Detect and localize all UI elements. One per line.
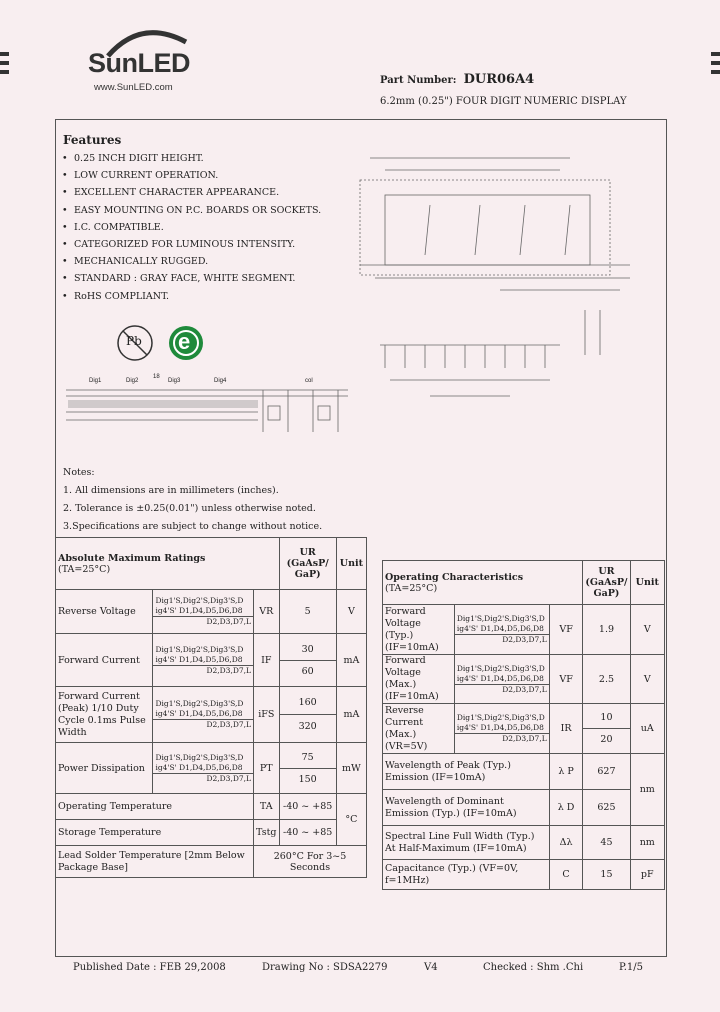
note-item: 3.Specifications are subject to change without notice. [63, 521, 323, 532]
unit: °C [336, 794, 366, 846]
digit-label: Dig4 [214, 378, 227, 384]
table-row [383, 860, 665, 890]
digit-label: Dig1 [89, 378, 102, 384]
op-unit-head: Unit [630, 561, 664, 605]
abs-header [56, 538, 280, 590]
package-dimension-drawing [330, 140, 650, 410]
unit: mA [336, 687, 366, 743]
feature-item: • EXCELLENT CHARACTER APPEARANCE. [62, 184, 321, 201]
pin-group: Dig1'S,Dig2'S,Dig3'S,D ig4'S' D1,D4,D5,D6,D8 D2,D3,D7,L [454, 605, 549, 655]
param: Lead Solder Temperature [2mm Below Package Base] [56, 846, 254, 878]
param: Reverse Current (Max.) (VR=5V) [383, 704, 455, 754]
symbol: TA [253, 794, 279, 820]
symbol: PT [253, 743, 279, 794]
table-row [383, 704, 665, 754]
pin-group: Dig1'S,Dig2'S,Dig3'S,D ig4'S' D1,D4,D5,D6,D8 D2,D3,D7,L [454, 704, 549, 754]
symbol: VR [253, 590, 279, 634]
table-row [383, 754, 665, 790]
abs-condition: (TA=25°C) [58, 563, 111, 575]
notes [63, 464, 322, 536]
feature-item: • STANDARD : GRAY FACE, WHITE SEGMENT. [62, 270, 321, 287]
op-condition: (TA=25°C) [385, 582, 438, 594]
pin-label: 18 [153, 374, 160, 380]
unit: V [336, 590, 366, 634]
note-item: 1. All dimensions are in millimeters (inches). [63, 485, 279, 496]
abs-ur-head: UR (GaAsP/ GaP) [279, 538, 336, 590]
pin-group: Dig1'S,Dig2'S,Dig3'S,D ig4'S' D1,D4,D5,D6,D8 D2,D3,D7,L [454, 655, 549, 704]
value: 30 60 [279, 634, 336, 687]
param: Operating Temperature [56, 794, 254, 820]
value: 625 [583, 790, 630, 826]
table-row [56, 820, 367, 846]
symbol: Tstg [253, 820, 279, 846]
table-row [56, 687, 367, 743]
operating-characteristics-table [382, 560, 665, 890]
checked-by: Checked : Shm .Chi [483, 962, 584, 973]
value: 2.5 [583, 655, 630, 704]
page-number: P.1/5 [619, 962, 643, 973]
param: Wavelength of Dominant Emission (Typ.) (IF=10mA) [383, 790, 550, 826]
value: 260°C For 3~5 Seconds [253, 846, 366, 878]
digit-label: Dig2 [126, 378, 139, 384]
abs-unit-head: Unit [336, 538, 366, 590]
op-header [383, 561, 583, 605]
rohs-eco-label: e [178, 329, 191, 354]
symbol: λ D [549, 790, 583, 826]
feature-item: • CATEGORIZED FOR LUMINOUS INTENSITY. [62, 236, 321, 253]
param: Forward Current (Peak) 1/10 Duty Cycle 0.1ms Pulse Width [56, 687, 153, 743]
digit-label: Dig3 [168, 378, 181, 384]
value: 160 320 [279, 687, 336, 743]
note-item: 2. Tolerance is ±0.25(0.01") unless otherwise noted. [63, 503, 316, 514]
param: Capacitance (Typ.) (VF=0V, f=1MHz) [383, 860, 550, 890]
value: -40 ~ +85 [279, 820, 336, 846]
value: 75 150 [279, 743, 336, 794]
company-logo[interactable] [86, 22, 196, 94]
pin-group: Dig1'S,Dig2'S,Dig3'S,D ig4'S' D1,D4,D5,D6,D8 D2,D3,D7,L [153, 687, 254, 743]
unit: mW [336, 743, 366, 794]
symbol: IR [549, 704, 583, 754]
op-ur-sub: (GaAsP/ GaP) [585, 577, 628, 599]
value: 627 [583, 754, 630, 790]
table-row [56, 794, 367, 820]
param: Wavelength of Peak (Typ.) Emission (IF=10mA) [383, 754, 550, 790]
unit: mA [336, 634, 366, 687]
website-link[interactable]: www.SunLED.com [94, 82, 173, 93]
unit: uA [630, 704, 664, 754]
pin-group: Dig1'S,Dig2'S,Dig3'S,D ig4'S' D1,D4,D5,D6,D8 D2,D3,D7,L [153, 590, 254, 634]
part-number [380, 72, 534, 87]
product-description: 6.2mm (0.25") FOUR DIGIT NUMERIC DISPLAY [380, 96, 627, 107]
value: 15 [583, 860, 630, 890]
feature-item: • EASY MOUNTING ON P.C. BOARDS OR SOCKETS. [62, 202, 321, 219]
part-number-label: Part Number: [380, 75, 457, 86]
pin-group: Dig1'S,Dig2'S,Dig3'S,D ig4'S' D1,D4,D5,D6,D8 D2,D3,D7,L [153, 634, 254, 687]
param: Forward Voltage (Max.) (IF=10mA) [383, 655, 455, 704]
abs-ur-sub: (GaAsP/ GaP) [286, 558, 329, 580]
table-row [383, 826, 665, 860]
table-row [383, 655, 665, 704]
param: Spectral Line Full Width (Typ.) At Half-Maximum (IF=10mA) [383, 826, 550, 860]
internal-circuit-diagram [58, 370, 358, 445]
op-title: Operating Characteristics [385, 571, 524, 583]
value: 10 20 [583, 704, 630, 754]
symbol: VF [549, 605, 583, 655]
feature-item: • 0.25 INCH DIGIT HEIGHT. [62, 150, 321, 167]
table-row [383, 605, 665, 655]
param: Forward Voltage (Typ.) (IF=10mA) [383, 605, 455, 655]
pin-group: Dig1'S,Dig2'S,Dig3'S,D ig4'S' D1,D4,D5,D6,D8 D2,D3,D7,L [153, 743, 254, 794]
param: Forward Current [56, 634, 153, 687]
feature-item: • RoHS COMPLIANT. [62, 288, 321, 305]
symbol: λ P [549, 754, 583, 790]
unit: pF [630, 860, 664, 890]
version: V4 [424, 962, 438, 973]
value: 5 [279, 590, 336, 634]
table-row [56, 634, 367, 687]
brand-name: SunLED [88, 48, 190, 78]
table-row [56, 846, 367, 878]
symbol: VF [549, 655, 583, 704]
abs-title: Absolute Maximum Ratings [58, 552, 206, 564]
lead-free-icon [115, 323, 155, 363]
table-row [56, 590, 367, 634]
unit: V [630, 605, 664, 655]
unit: V [630, 655, 664, 704]
drawing-number: Drawing No : SDSA2279 [262, 962, 388, 973]
value: 1.9 [583, 605, 630, 655]
param: Reverse Voltage [56, 590, 153, 634]
table-row [56, 743, 367, 794]
symbol: C [549, 860, 583, 890]
param: Power Dissipation [56, 743, 153, 794]
param: Storage Temperature [56, 820, 254, 846]
features-list [58, 150, 321, 305]
absolute-max-ratings-table [55, 537, 367, 878]
symbol: iFS [253, 687, 279, 743]
lead-free-label: Pb [126, 334, 142, 348]
unit: nm [630, 826, 664, 860]
published-date: Published Date : FEB 29,2008 [73, 962, 226, 973]
feature-item: • I.C. COMPATIBLE. [62, 219, 321, 236]
op-ur-head: UR (GaAsP/ GaP) [583, 561, 630, 605]
rohs-eco-icon [167, 324, 205, 362]
pin-label: col [305, 378, 313, 384]
value: 45 [583, 826, 630, 860]
value: -40 ~ +85 [279, 794, 336, 820]
symbol: IF [253, 634, 279, 687]
unit: nm [630, 754, 664, 826]
feature-item: • MECHANICALLY RUGGED. [62, 253, 321, 270]
notes-title: Notes: [63, 467, 95, 478]
symbol: Δλ [549, 826, 583, 860]
feature-item: • LOW CURRENT OPERATION. [62, 167, 321, 184]
table-row [383, 790, 665, 826]
part-number-value: DUR06A4 [463, 72, 535, 87]
features-title: Features [63, 133, 122, 147]
